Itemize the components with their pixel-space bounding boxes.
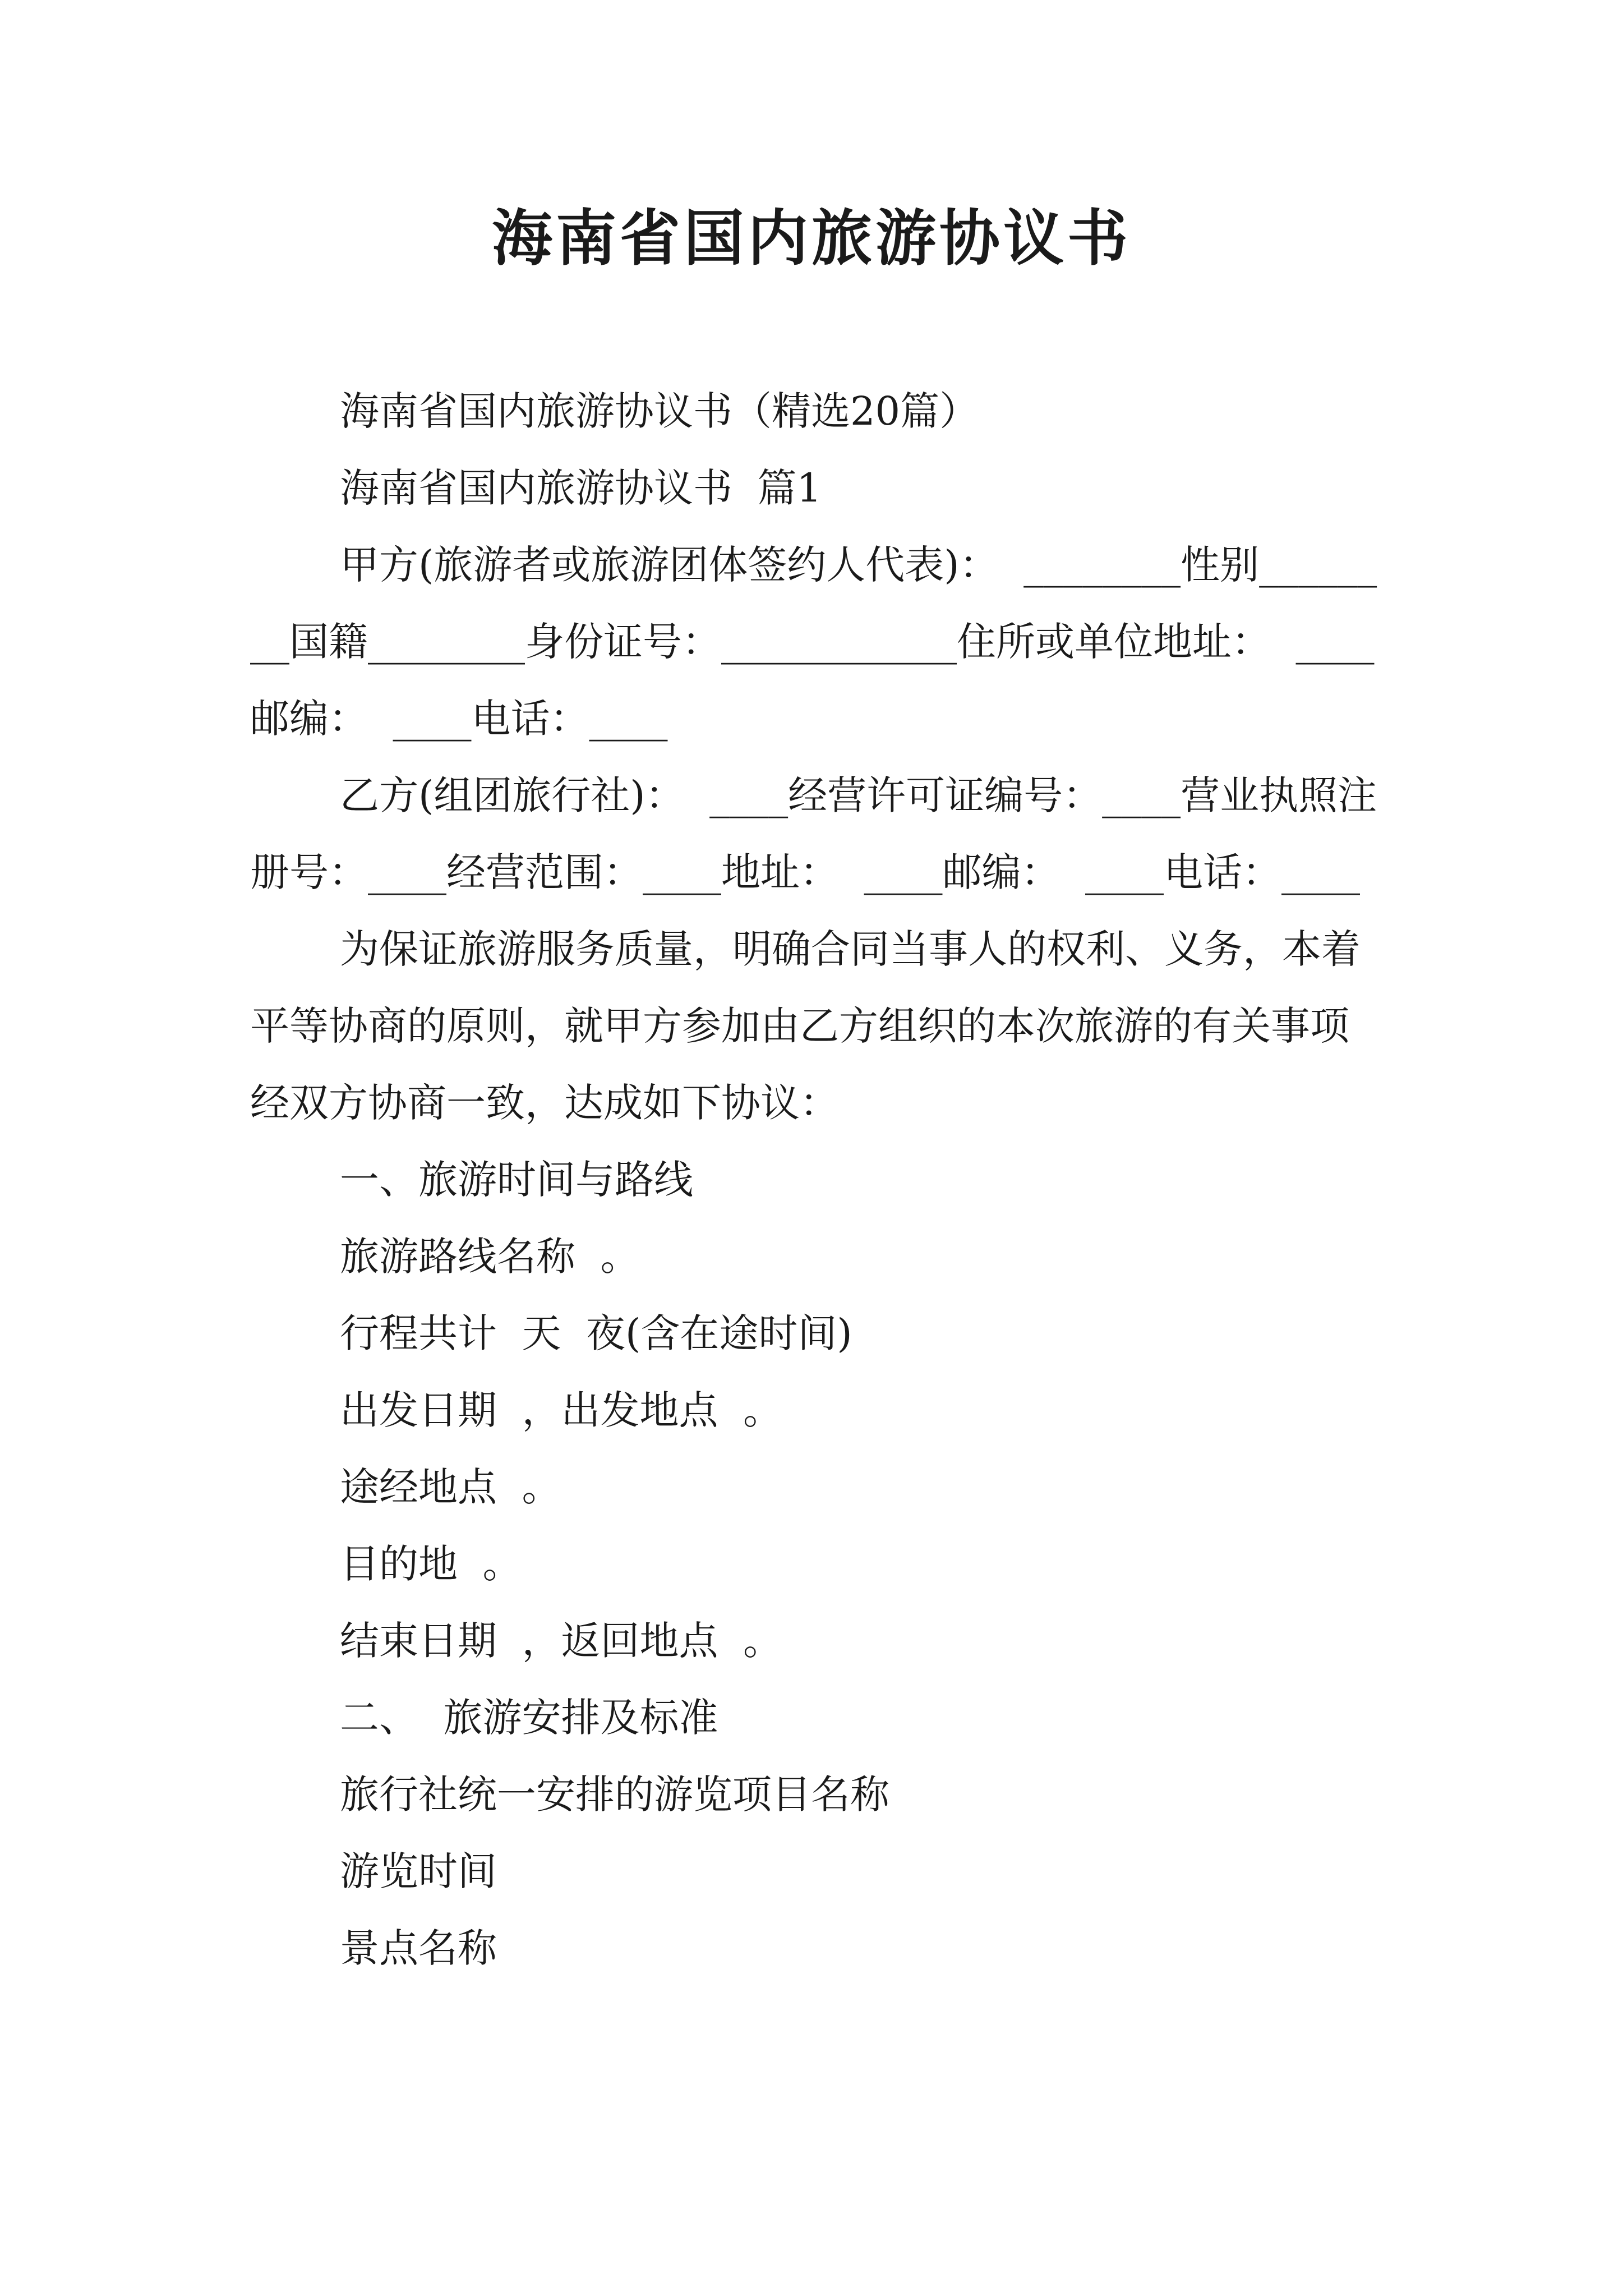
paragraph-clause-2-heading: 二、 旅游安排及标准 (340, 1695, 718, 1741)
paragraph-party-b: 乙方(组团旅行社)： ____经营许可证编号：____营业执照注册号：____经营范围：____地址： ____邮编： ____电话：____ (250, 772, 1377, 895)
paragraph-route-name: 旅游路线名称 。 (340, 1234, 640, 1280)
paragraph-sightseeing-time: 游览时间 (340, 1848, 497, 1894)
paragraph-scenic-spot-name: 景点名称 (340, 1925, 497, 1971)
paragraph-itinerary-length: 行程共计 天 夜(含在途时间) (340, 1310, 852, 1356)
paragraph-subtitle: 海南省国内旅游协议书（精选20篇） (340, 388, 979, 434)
paragraph-section-heading: 海南省国内旅游协议书 篇1 (340, 465, 822, 511)
paragraph-destination: 目的地 。 (340, 1541, 522, 1587)
paragraph-sightseeing-items: 旅行社统一安排的游览项目名称 (340, 1772, 889, 1818)
document-body (250, 373, 1383, 1987)
document-title: 海南省国内旅游协议书 (491, 203, 1131, 274)
paragraph-clause-1-heading: 一、旅游时间与路线 (340, 1157, 693, 1203)
paragraph-party-a: 甲方(旅游者或旅游团体签约人代表)： ________性别________国籍________身份证号：____________住所或单位地址： ____邮编： ____电话：____ (250, 542, 1377, 742)
paragraph-departure: 出发日期 ，出发地点 。 (340, 1387, 783, 1433)
paragraph-via: 途经地点 。 (340, 1464, 561, 1510)
paragraph-return: 结束日期 ，返回地点 。 (340, 1618, 783, 1664)
paragraph-preamble: 为保证旅游服务质量，明确合同当事人的权利、义务，本着平等协商的原则，就甲方参加由乙方组织的本次旅游的有关事项经双方协商一致，达成如下协议： (250, 926, 1361, 1126)
